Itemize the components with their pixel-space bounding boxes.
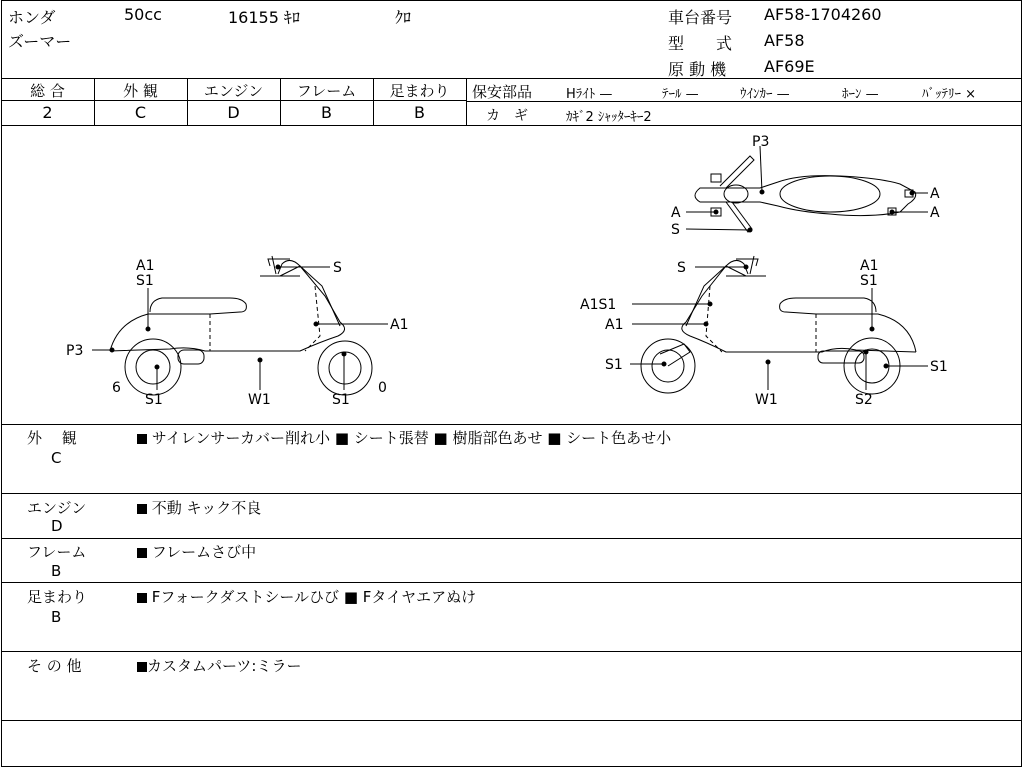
note-grade-frame: B <box>51 562 62 580</box>
note-label-exterior: 外 観 <box>27 429 77 447</box>
safety-horn: ﾎｰﾝ — <box>842 87 879 102</box>
key-label: カ ギ <box>486 108 528 124</box>
safety-battery: ﾊﾞｯﾃﾘｰ × <box>922 87 977 102</box>
grade-label-exterior: 外 観 <box>123 82 158 100</box>
bullet-icon <box>137 434 147 444</box>
frame-no-label: 車台番号 <box>668 8 733 27</box>
divider <box>1 720 1022 721</box>
label-right-a1-seat: A1 <box>860 258 879 274</box>
label-left-s1-top: S1 <box>136 273 154 289</box>
note-label-engine: エンジン <box>27 499 87 517</box>
label-right-a1: A1 <box>605 317 624 333</box>
note-text-other: カスタムパーツ:ミラー <box>137 655 301 676</box>
engine-value: AF69E <box>764 57 815 76</box>
label-top-a-r2: A <box>930 205 940 221</box>
note-text-frame: フレームさび中 <box>137 541 256 562</box>
note-label-other: そ の 他 <box>27 657 82 675</box>
engine-label: 原 動 機 <box>668 60 727 79</box>
bullet-icon <box>137 504 147 514</box>
note-text-engine: 不動 キック不良 <box>137 497 261 518</box>
safety-tail: ﾃｰﾙ — <box>662 87 699 102</box>
label-right-s1-rear: S1 <box>930 359 948 375</box>
label-left-s1-rear: S1 <box>145 392 163 408</box>
label-top-a-l: A <box>671 205 681 221</box>
safety-winker: ｳｲﾝｶｰ — <box>740 87 790 102</box>
grade-value-suspension: B <box>414 103 425 122</box>
safety-label: 保安部品 <box>472 83 533 101</box>
note-grade-suspension: B <box>51 608 62 626</box>
note-text-suspension: Fフォークダストシールひび ■ Fタイヤエアぬけ <box>137 586 476 607</box>
divider <box>466 78 467 125</box>
label-left-a1-front: A1 <box>390 317 409 333</box>
note-grade-engine: D <box>51 517 63 535</box>
divider <box>1 582 1022 583</box>
grade-value-engine: D <box>227 103 240 122</box>
note-label-frame: フレーム <box>27 543 87 561</box>
bullet-icon <box>137 593 147 603</box>
label-left-s-handle: S <box>333 260 342 276</box>
frame-no: AF58-1704260 <box>764 5 882 24</box>
label-left-p3: P3 <box>66 343 84 359</box>
safety-headlight: Hﾗｲﾄ — <box>566 87 613 102</box>
divider <box>1 651 1022 652</box>
label-left-zero: 0 <box>378 380 387 396</box>
scooter-top-view <box>695 156 916 232</box>
label-left-six: 6 <box>112 380 121 396</box>
label-top-a-r1: A <box>930 186 940 202</box>
label-left-w1: W1 <box>248 392 271 408</box>
grade-value-frame: B <box>321 103 332 122</box>
label-left-s1-front: S1 <box>332 392 350 408</box>
type-label: 型 式 <box>668 34 733 53</box>
model-name: ズーマー <box>8 32 72 51</box>
color: ｸﾛ <box>395 8 412 27</box>
note-text-exterior: サイレンサーカバー削れ小 ■ シート張替 ■ 樹脂部色あせ ■ シート色あせ小 <box>137 427 671 448</box>
grade-label-total: 総 合 <box>30 82 65 100</box>
grade-value-total: 2 <box>42 103 53 122</box>
key-value: ｶｷﾞ2 ｼｬｯﾀｰｷｰ2 <box>566 110 652 125</box>
note-label-suspension: 足まわり <box>27 588 88 606</box>
divider <box>1 424 1022 425</box>
grade-label-suspension: 足まわり <box>389 82 450 100</box>
label-right-s: S <box>677 260 686 276</box>
divider <box>1 538 1022 539</box>
grade-value-exterior: C <box>134 103 147 122</box>
maker: ホンダ <box>8 8 56 27</box>
label-top-s: S <box>671 222 680 238</box>
bullet-icon <box>137 662 147 672</box>
grade-label-engine: エンジン <box>203 82 264 100</box>
divider <box>1 493 1022 494</box>
label-right-s1-front: S1 <box>605 357 623 373</box>
label-top-p3: P3 <box>752 134 770 150</box>
scooter-diagram <box>0 126 1024 424</box>
bullet-icon <box>137 548 147 558</box>
divider <box>1 78 1022 79</box>
displacement: 50cc <box>124 5 162 24</box>
label-right-w1: W1 <box>755 392 778 408</box>
label-left-a1: A1 <box>136 258 155 274</box>
type-value: AF58 <box>764 31 805 50</box>
label-right-s1-seat: S1 <box>860 273 878 289</box>
grade-label-frame: フレーム <box>296 82 357 100</box>
note-grade-exterior: C <box>51 449 62 467</box>
mileage: 16155 ｷﾛ <box>228 8 300 27</box>
label-right-s2: S2 <box>855 392 873 408</box>
label-right-a1s1: A1S1 <box>580 297 617 313</box>
